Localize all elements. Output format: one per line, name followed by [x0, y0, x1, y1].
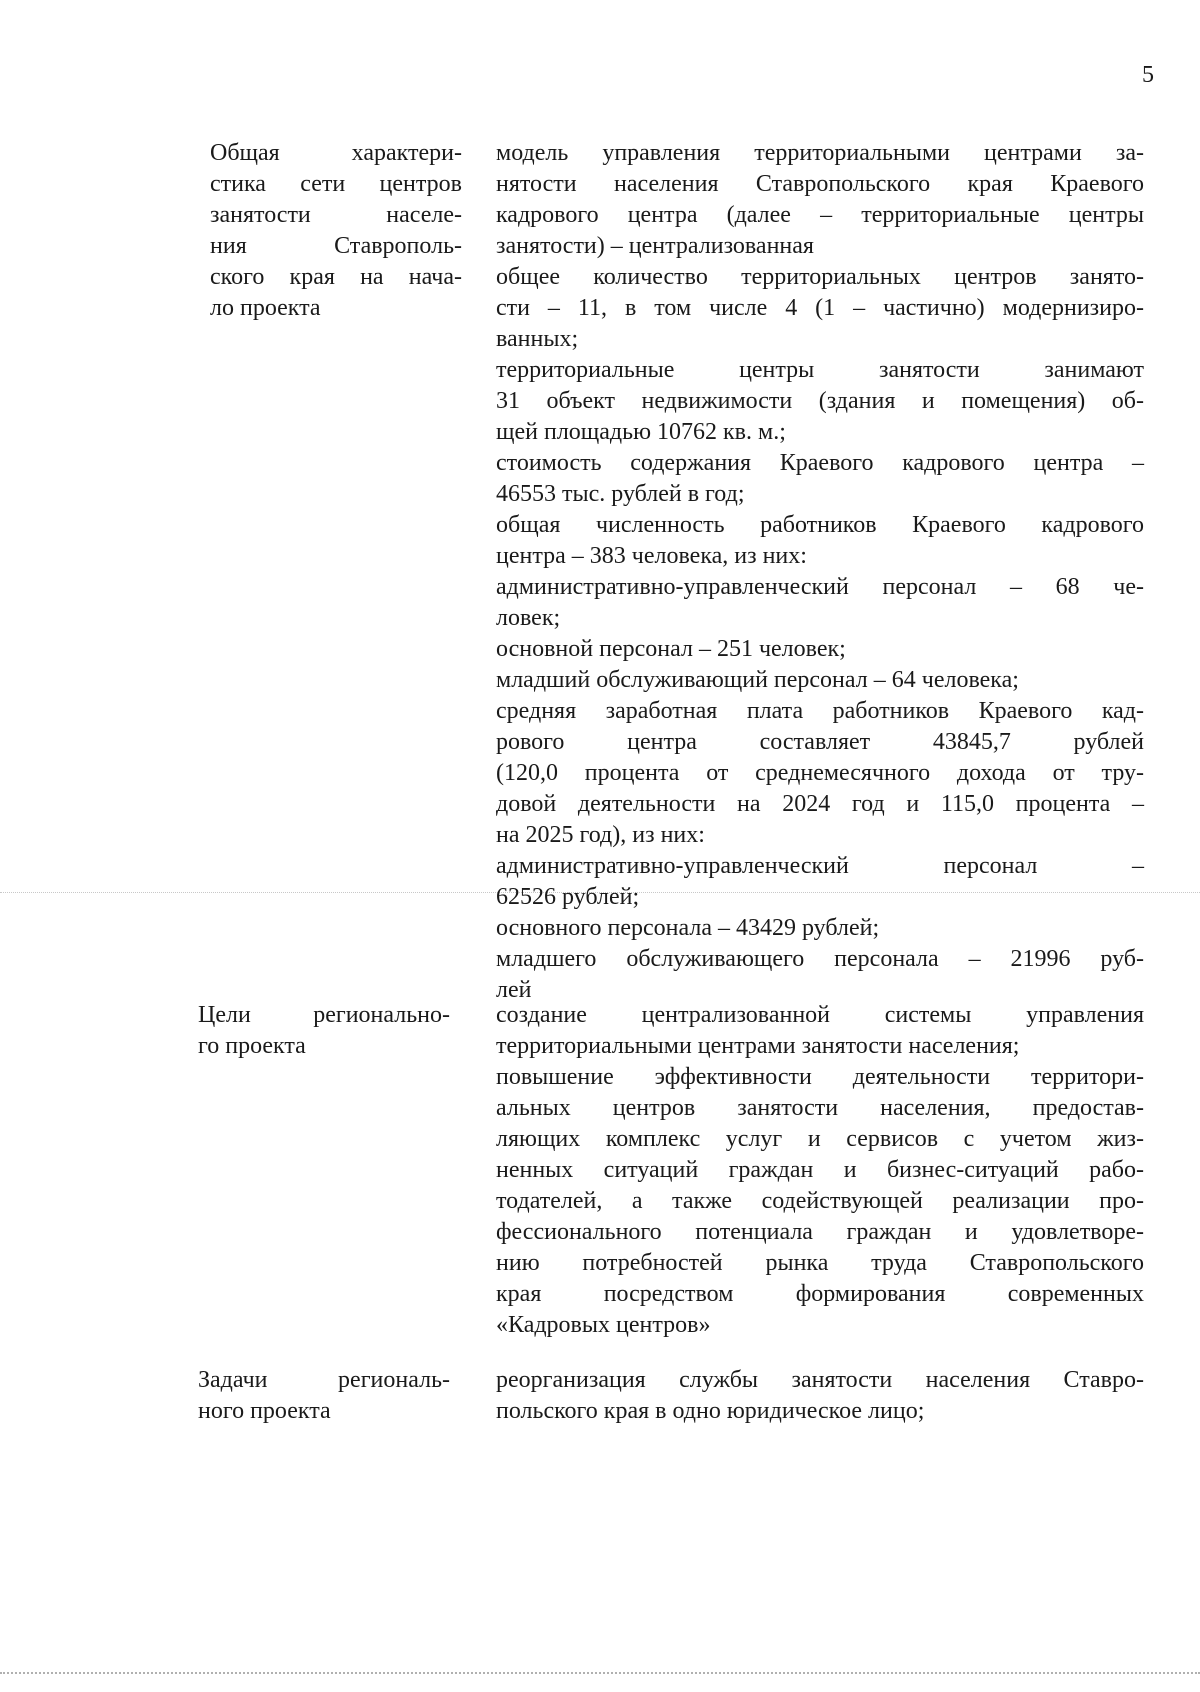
content-paragraph [496, 355, 1144, 448]
content-line: административно-управленческий персонал – 68 че- [496, 574, 1144, 600]
content-line: территориальные центры занятости занимают [496, 357, 1144, 383]
content-line: ненных ситуаций граждан и бизнес-ситуаций рабо- [496, 1157, 1144, 1183]
content-line: младшего обслуживающего персонала – 21996 руб- [496, 946, 1144, 972]
content-line: реорганизация службы занятости населения Ставро- [496, 1367, 1144, 1393]
content-line: польского края в одно юридическое лицо; [496, 1398, 925, 1424]
content-paragraph [496, 665, 1144, 696]
content-line: стоимость содержания Краевого кадрового центра – [496, 450, 1144, 476]
section-label-line: Общая характери- [210, 140, 462, 166]
content-paragraph [496, 634, 1144, 665]
content-line: ванных; [496, 326, 579, 352]
content-paragraph [496, 696, 1144, 851]
section-content [496, 138, 1144, 1006]
section-content [496, 1000, 1144, 1341]
content-line: довой деятельности на 2024 год и 115,0 процента – [496, 791, 1144, 817]
section-label-line: го проекта [198, 1033, 306, 1059]
content-line: края посредством формирования современных [496, 1281, 1144, 1307]
content-paragraph [496, 262, 1144, 355]
scan-bottom-edge [0, 1672, 1200, 1674]
content-line: «Кадровых центров» [496, 1312, 711, 1338]
section-label-line: занятости населе- [210, 202, 462, 228]
content-paragraph [496, 448, 1144, 510]
section-label [210, 138, 462, 324]
section-label [198, 1365, 450, 1427]
content-paragraph [496, 1062, 1144, 1341]
content-line: кадрового центра (далее – территориальные центры [496, 202, 1144, 228]
section-content [496, 1365, 1144, 1427]
content-paragraph [496, 1000, 1144, 1062]
content-line: центра – 383 человека, из них: [496, 543, 807, 569]
content-line: создание централизованной системы управления [496, 1002, 1144, 1028]
content-line: административно-управленческий персонал – [496, 853, 1144, 879]
content-paragraph [496, 510, 1144, 572]
section-label-line: Задачи региональ- [198, 1367, 450, 1393]
content-line: на 2025 год), из них: [496, 822, 705, 848]
section-label-line: ния Ставрополь- [210, 233, 462, 259]
content-paragraph [496, 851, 1144, 913]
content-line: повышение эффективности деятельности территори- [496, 1064, 1144, 1090]
content-line: тодателей, а также содействующей реализации про- [496, 1188, 1144, 1214]
content-line: щей площадью 10762 кв. м.; [496, 419, 786, 445]
content-line: модель управления территориальными центрами за- [496, 140, 1144, 166]
content-line: основной персонал – 251 человек; [496, 636, 846, 662]
content-paragraph [496, 572, 1144, 634]
content-paragraph [496, 138, 1144, 262]
content-line: основного персонала – 43429 рублей; [496, 915, 880, 941]
section-label-line: ского края на нача- [210, 264, 462, 290]
section-label-line: ного проекта [198, 1398, 331, 1424]
content-line: территориальными центрами занятости населения; [496, 1033, 1020, 1059]
content-paragraph [496, 1365, 1144, 1427]
section-label-line: Цели регионально- [198, 1002, 450, 1028]
content-line: занятости) – централизованная [496, 233, 814, 259]
content-paragraph [496, 944, 1144, 1006]
content-line: 31 объект недвижимости (здания и помещения) об- [496, 388, 1144, 414]
content-line: сти – 11, в том числе 4 (1 – частично) модернизиро- [496, 295, 1144, 321]
section-label-line: ло проекта [210, 295, 321, 321]
content-line: средняя заработная плата работников Краевого кад- [496, 698, 1144, 724]
content-paragraph [496, 913, 1144, 944]
content-line: 62526 рублей; [496, 884, 640, 910]
page-number: 5 [1142, 62, 1154, 88]
content-line: лей [496, 977, 532, 1003]
content-line: ловек; [496, 605, 561, 631]
content-line: общая численность работников Краевого кадрового [496, 512, 1144, 538]
content-line: альных центров занятости населения, предостав- [496, 1095, 1144, 1121]
content-line: нятости населения Ставропольского края Краевого [496, 171, 1144, 197]
content-line: младший обслуживающий персонал – 64 человека; [496, 667, 1019, 693]
content-line: 46553 тыс. рублей в год; [496, 481, 745, 507]
section-label-line: стика сети центров [210, 171, 462, 197]
content-line: ляющих комплекс услуг и сервисов с учетом жиз- [496, 1126, 1144, 1152]
section-label [198, 1000, 450, 1062]
content-line: нию потребностей рынка труда Ставропольского [496, 1250, 1144, 1276]
content-line: (120,0 процента от среднемесячного дохода от тру- [496, 760, 1144, 786]
content-line: общее количество территориальных центров занято- [496, 264, 1144, 290]
content-line: рового центра составляет 43845,7 рублей [496, 729, 1144, 755]
content-line: фессионального потенциала граждан и удовлетворе- [496, 1219, 1144, 1245]
